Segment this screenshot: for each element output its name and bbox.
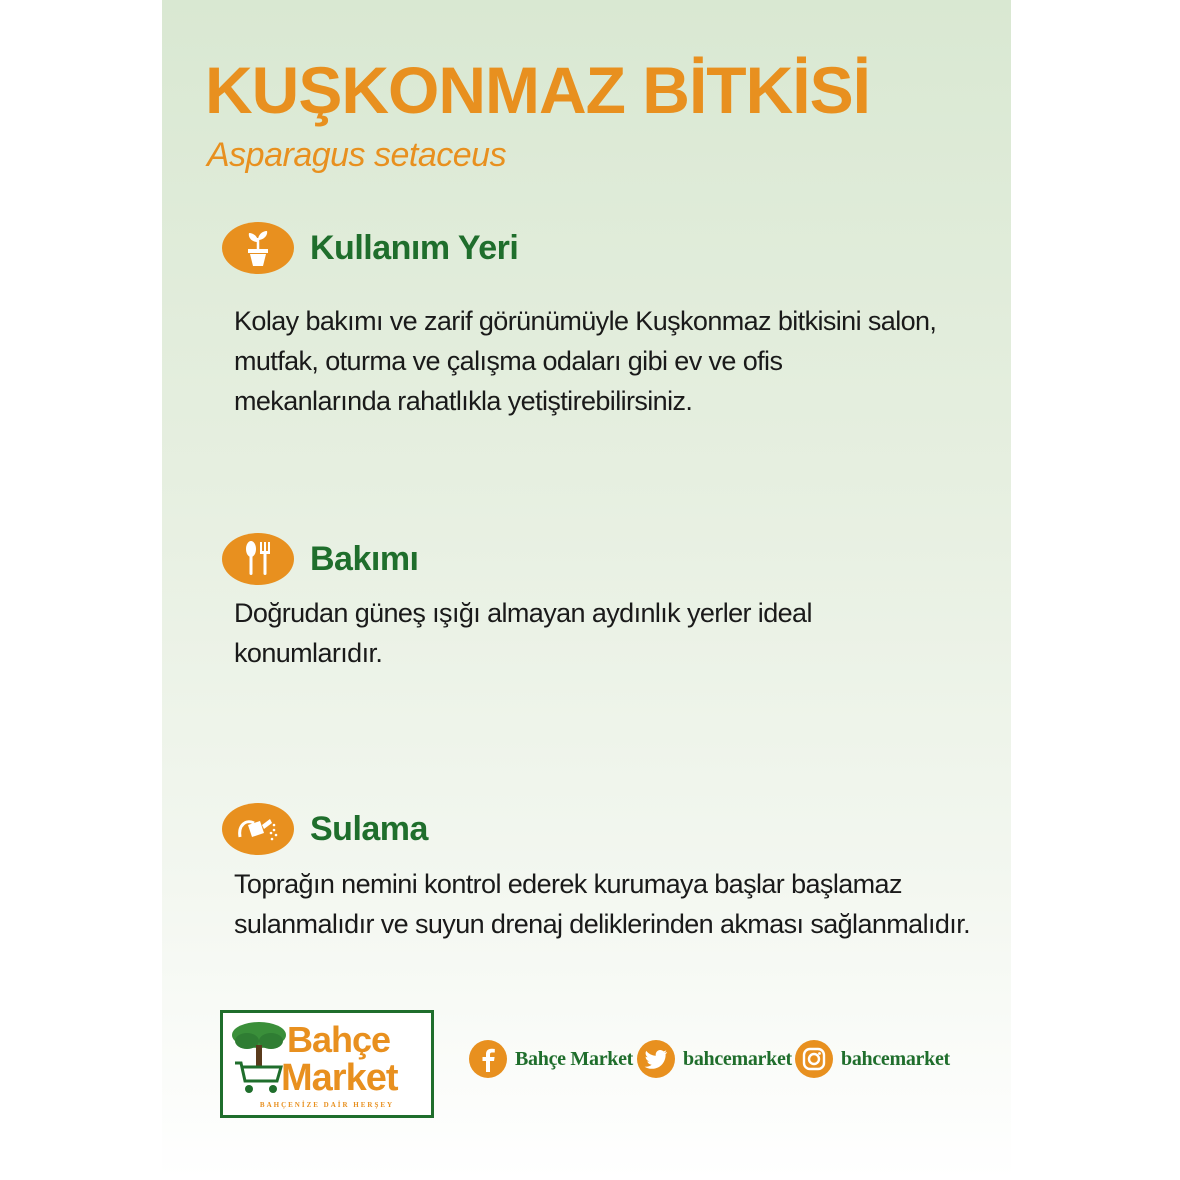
page-title: KUŞKONMAZ BİTKİSİ xyxy=(205,53,870,127)
body-line: Kolay bakımı ve zarif görünümüyle Kuşkonmaz bitkisini salon, xyxy=(234,306,937,336)
watering-can-icon xyxy=(222,803,294,855)
tree-cart-icon xyxy=(229,1019,289,1097)
body-line: mutfak, oturma ve çalışma odaları gibi ev ve ofis xyxy=(234,346,783,376)
twitter-icon xyxy=(637,1040,675,1078)
social-twitter[interactable] xyxy=(637,1040,792,1078)
instagram-label: bahcemarket xyxy=(841,1047,950,1070)
section-body-location xyxy=(234,301,936,421)
body-line: sulanmalıdır ve suyun drenaj deliklerinden akması sağlanmalıdır. xyxy=(234,909,971,939)
social-facebook[interactable] xyxy=(469,1040,633,1078)
body-line: Toprağın nemini kontrol ederek kurumaya başlar başlamaz xyxy=(234,869,902,899)
plant-pot-icon xyxy=(222,222,294,274)
section-body-watering xyxy=(234,864,970,944)
section-heading-location: Kullanım Yeri xyxy=(310,229,519,267)
body-line: mekanlarında rahatlıkla yetiştirebilirsiniz. xyxy=(234,386,693,416)
section-heading-watering: Sulama xyxy=(310,810,428,848)
section-body-care xyxy=(234,593,812,673)
bahce-market-logo xyxy=(220,1010,434,1118)
logo-tagline: BAHÇENİZE DAİR HERŞEY xyxy=(259,1101,395,1109)
latin-name: Asparagus setaceus xyxy=(207,136,507,174)
facebook-label: Bahçe Market xyxy=(515,1047,634,1070)
product-info-card xyxy=(162,0,1011,1180)
twitter-label: bahcemarket xyxy=(683,1047,792,1070)
instagram-icon xyxy=(795,1040,833,1078)
logo-word-market: Market xyxy=(281,1057,398,1099)
facebook-icon xyxy=(469,1040,507,1078)
body-line: konumlarıdır. xyxy=(234,638,383,668)
section-heading-care: Bakımı xyxy=(310,540,419,578)
garden-tools-icon xyxy=(222,533,294,585)
logo-word-bahce: Bahçe xyxy=(287,1019,391,1060)
social-instagram[interactable] xyxy=(795,1040,950,1078)
body-line: Doğrudan güneş ışığı almayan aydınlık yerler ideal xyxy=(234,598,812,628)
